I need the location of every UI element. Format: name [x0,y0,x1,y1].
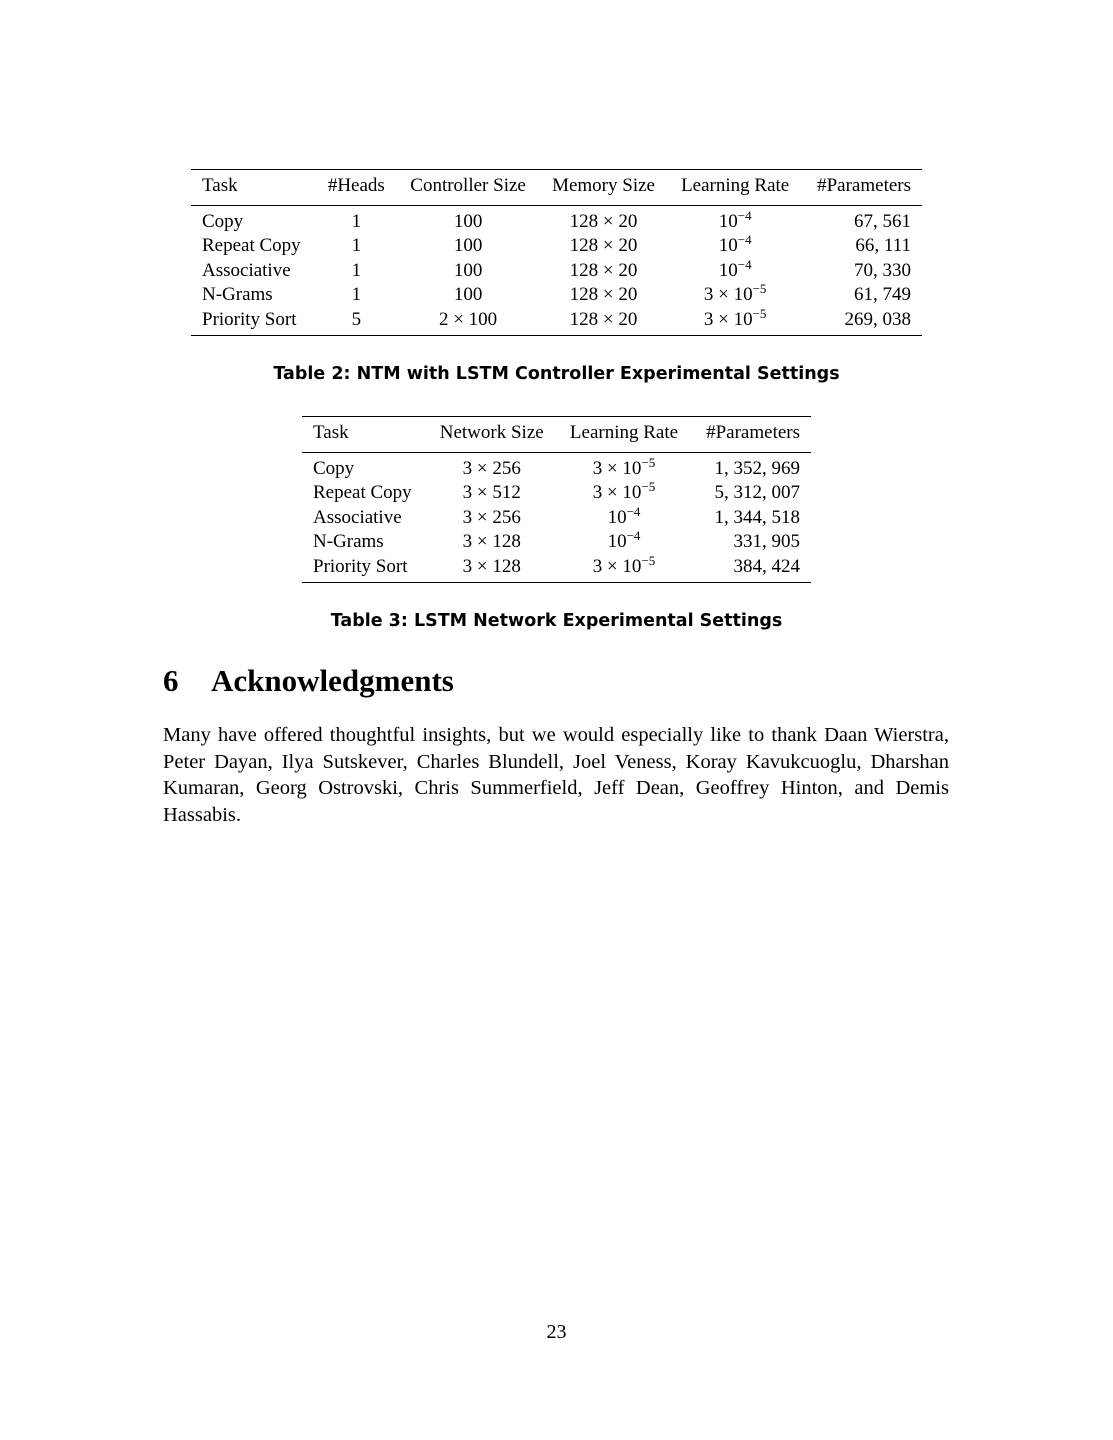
lr-base: 10 [607,531,627,552]
table-row [191,283,922,308]
table-row [191,308,922,336]
cell-learning-rate [557,530,691,555]
lr-base: 3 × 10 [703,308,753,330]
table-row [302,452,811,481]
table-row [191,234,922,259]
header-parameters: #Parameters [706,422,800,443]
header-network-size: Network Size [439,422,544,443]
cell-task: Copy [202,210,244,232]
lr-exponent: −4 [737,207,752,223]
lr-exponent: −5 [641,454,656,470]
cell-learning-rate [668,305,802,336]
cell-memory-size: 128 × 20 [569,210,638,232]
cell-task: Copy [313,457,355,479]
cell-parameters: 331, 905 [733,531,800,552]
cell-heads: 1 [351,284,362,305]
cell-parameters: 384, 424 [733,555,800,577]
cell-parameters: 269, 038 [844,308,911,330]
table-row [191,259,922,284]
cell-controller-size: 100 [453,210,483,232]
table-row [302,481,811,506]
lr-base: 10 [718,235,738,256]
header-controller-size: Controller Size [410,175,526,196]
section-number: 6 [163,663,179,698]
lr-exponent: −4 [626,503,641,519]
cell-parameters: 66, 111 [855,235,911,256]
lr-base: 10 [607,506,627,528]
cell-memory-size: 128 × 20 [569,284,638,305]
lr-base: 3 × 10 [592,482,642,503]
table-ntm-lstm-settings [191,169,922,336]
table-row [302,530,811,555]
table-header-row [191,170,922,206]
lr-base: 3 × 10 [592,555,642,577]
cell-learning-rate [668,256,802,284]
table-2-caption: Table 2: NTM with LSTM Controller Experimental Settings [273,364,840,384]
section-heading [163,663,454,699]
cell-controller-size: 100 [453,284,483,305]
lr-exponent: −4 [737,256,752,272]
header-learning-rate: Learning Rate [569,422,679,443]
header-memory-size: Memory Size [552,175,655,196]
cell-task: N-Grams [202,284,273,305]
cell-parameters: 5, 312, 007 [714,482,800,503]
header-task: Task [202,175,238,196]
lr-base: 10 [718,210,738,232]
cell-network-size: 3 × 256 [462,457,521,479]
section-title: Acknowledgments [211,663,454,698]
cell-parameters: 70, 330 [854,259,911,281]
lr-exponent: −5 [752,281,767,296]
cell-network-size: 3 × 512 [462,482,521,503]
header-task: Task [313,422,349,443]
cell-network-size: 3 × 128 [462,531,521,552]
lr-exponent: −5 [641,479,656,494]
cell-learning-rate [668,283,802,308]
lr-base: 3 × 10 [703,284,753,305]
cell-learning-rate [557,503,691,531]
lr-base: 3 × 10 [592,457,642,479]
lr-exponent: −4 [626,528,641,543]
cell-learning-rate [557,452,691,481]
cell-network-size: 3 × 256 [462,506,521,528]
page-number: 23 [546,1321,567,1343]
table-header-row [302,417,811,453]
table-lstm-network-settings [302,416,811,583]
cell-task: N-Grams [313,531,384,552]
cell-task: Repeat Copy [202,235,301,256]
cell-controller-size: 100 [453,235,483,256]
cell-learning-rate [557,552,691,583]
cell-heads: 5 [351,308,362,330]
lr-exponent: −5 [641,552,656,568]
cell-controller-size: 100 [453,259,483,281]
header-heads: #Heads [327,175,385,196]
cell-heads: 1 [351,259,362,281]
cell-learning-rate [668,234,802,259]
lr-exponent: −4 [737,232,752,247]
cell-learning-rate [668,205,802,234]
cell-task: Priority Sort [313,555,408,577]
cell-memory-size: 128 × 20 [569,235,638,256]
cell-parameters: 61, 749 [854,284,911,305]
cell-task: Priority Sort [202,308,297,330]
cell-heads: 1 [351,210,362,232]
header-learning-rate: Learning Rate [681,175,790,196]
lr-base: 10 [718,259,738,281]
cell-network-size: 3 × 128 [462,555,521,577]
table-row [302,555,811,583]
cell-parameters: 1, 352, 969 [714,457,800,479]
cell-controller-size: 2 × 100 [438,308,498,330]
cell-learning-rate [557,481,691,506]
cell-heads: 1 [351,235,362,256]
cell-task: Repeat Copy [313,482,412,503]
cell-memory-size: 128 × 20 [569,308,638,330]
cell-task: Associative [313,506,402,528]
cell-task: Associative [202,259,291,281]
table-3-caption: Table 3: LSTM Network Experimental Settings [330,611,783,631]
acknowledgments-paragraph: Many have offered thoughtful insights, but we would especially like to thank Daan Wierstra, Peter Dayan, Ilya Sutskever, Charles Blundell, Joel Veness, Koray Kavukcuoglu, Dharshan Kumaran, Georg Ostrovski, Chris Summerfield, Jeff Dean, Geoffrey Hinton, and Demis Hassabis. [163,724,949,826]
table-row [191,205,922,234]
header-parameters: #Parameters [817,175,911,196]
table-row [302,506,811,531]
cell-parameters: 67, 561 [854,210,911,232]
cell-memory-size: 128 × 20 [569,259,638,281]
cell-parameters: 1, 344, 518 [714,506,800,528]
lr-exponent: −5 [752,305,767,321]
